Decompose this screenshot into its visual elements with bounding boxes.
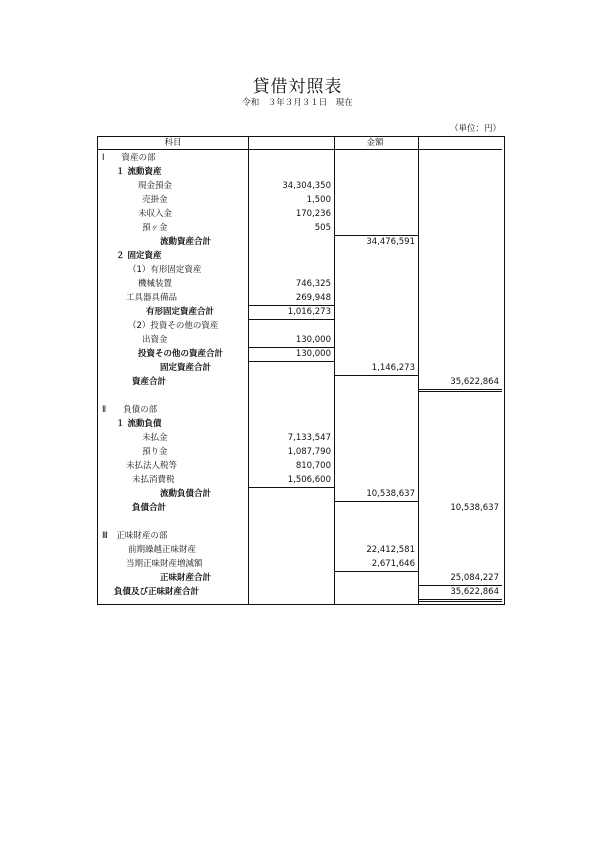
- amount-c1: 1,016,273: [287, 307, 331, 317]
- amount-c3: [418, 277, 499, 291]
- amount-c2: [334, 263, 415, 277]
- amount-c1: [248, 501, 331, 515]
- amount-c3: [418, 151, 499, 165]
- amount-c1: 130,000: [295, 349, 331, 359]
- amount-c2: [334, 319, 415, 333]
- amount-c2: [334, 473, 415, 487]
- amount-c3: [418, 445, 499, 459]
- amount-c3: [418, 249, 499, 263]
- header-amount: 金額: [366, 138, 384, 148]
- amount-c3: [418, 319, 499, 333]
- row-label: 出資金: [142, 335, 168, 345]
- amount-c2: [334, 277, 415, 291]
- row-label: 負債合計: [132, 503, 167, 513]
- amount-c1: 130,000: [295, 335, 331, 345]
- document-title: 貸借対照表: [252, 77, 343, 97]
- amount-c2: [334, 165, 415, 179]
- amount-c2: [334, 431, 415, 445]
- amount-c3: [418, 473, 499, 487]
- amount-c1: [248, 151, 331, 165]
- amount-c2: [334, 571, 415, 585]
- amount-c1: 7,133,547: [287, 433, 331, 443]
- amount-c3: [418, 417, 499, 431]
- amount-c3: [418, 459, 499, 473]
- amount-c3: [418, 487, 499, 501]
- amount-c1: 1,500: [306, 195, 331, 205]
- row-label: 前期繰越正味財産: [128, 545, 197, 555]
- amount-c2: [334, 515, 415, 529]
- amount-c1: [248, 417, 331, 431]
- amount-c2: 34,476,591: [366, 237, 415, 247]
- amount-c1: [248, 403, 331, 417]
- header-subject: 科目: [164, 138, 182, 148]
- amount-c3: [418, 333, 499, 347]
- row-label: Ⅰ 資産の部: [102, 153, 156, 163]
- row-label: 負債及び正味財産合計: [114, 587, 200, 597]
- amount-c3: [418, 515, 499, 529]
- row-label: 預り金: [142, 447, 168, 457]
- row-label: Ⅱ 負債の部: [102, 405, 158, 415]
- amount-c2: [334, 333, 415, 347]
- amount-c1: [248, 263, 331, 277]
- amount-c2: [334, 221, 415, 235]
- amount-c1: [248, 375, 331, 389]
- unit-label: （単位：円）: [449, 124, 501, 134]
- amount-c3: [418, 235, 499, 249]
- amount-c2: [334, 207, 415, 221]
- row-label: 預ヶ金: [142, 223, 168, 233]
- amount-c1: [248, 529, 331, 543]
- amount-c3: [418, 179, 499, 193]
- header-divider: [98, 149, 502, 150]
- amount-c1: 810,700: [295, 461, 331, 471]
- amount-c1: [248, 543, 331, 557]
- amount-c2: [334, 179, 415, 193]
- amount-c1: [248, 389, 331, 403]
- row-label: （1）有形固定資産: [128, 265, 202, 275]
- amount-c1: 1,506,600: [287, 475, 331, 485]
- amount-c2: [334, 193, 415, 207]
- amount-c1: [248, 487, 331, 501]
- total-rule: [418, 601, 502, 602]
- amount-c3: [418, 347, 499, 361]
- amount-c1: [248, 319, 331, 333]
- balance-sheet-table: [97, 136, 505, 605]
- amount-c2: [334, 417, 415, 431]
- amount-c1: 746,325: [295, 279, 331, 289]
- amount-c3: [418, 221, 499, 235]
- amount-c2: [334, 305, 415, 319]
- row-label: ２ 固定資産: [116, 251, 162, 261]
- amount-c3: 35,622,864: [450, 587, 499, 597]
- amount-c3: [418, 557, 499, 571]
- row-label: 未払金: [142, 433, 168, 443]
- row-label: 売掛金: [142, 195, 168, 205]
- amount-c3: [418, 165, 499, 179]
- amount-c3: [418, 193, 499, 207]
- amount-c3: [418, 403, 499, 417]
- amount-c1: 34,304,350: [282, 181, 331, 191]
- amount-c2: [334, 585, 415, 599]
- row-label: １ 流動負債: [116, 419, 162, 429]
- amount-c1: [248, 515, 331, 529]
- amount-c3: [418, 529, 499, 543]
- amount-c2: 1,146,273: [371, 363, 415, 373]
- row-label: 流動負債合計: [160, 489, 212, 499]
- amount-c3: [418, 291, 499, 305]
- row-label: 当期正味財産増減額: [126, 559, 203, 569]
- amount-c3: [418, 207, 499, 221]
- amount-c2: [334, 459, 415, 473]
- amount-c3: [418, 305, 499, 319]
- row-label: （2）投資その他の資産: [128, 321, 219, 331]
- amount-c1: 1,087,790: [287, 447, 331, 457]
- row-label: 流動資産合計: [160, 237, 212, 247]
- amount-c1: [248, 361, 331, 375]
- amount-c3: [418, 263, 499, 277]
- amount-c3: [418, 389, 499, 403]
- amount-c3: 10,538,637: [450, 503, 499, 513]
- row-label: 未払法人税等: [126, 461, 178, 471]
- row-label: 未払消費税: [132, 475, 175, 485]
- amount-c2: [334, 403, 415, 417]
- amount-c1: 269,948: [295, 293, 331, 303]
- amount-c3: [418, 361, 499, 375]
- amount-c2: [334, 347, 415, 361]
- amount-c3: 35,622,864: [450, 377, 499, 387]
- amount-c3: 25,084,227: [450, 573, 499, 583]
- amount-c1: 505: [314, 223, 331, 233]
- amount-c2: [334, 389, 415, 403]
- amount-c1: [248, 249, 331, 263]
- amount-c1: [248, 165, 331, 179]
- amount-c3: [418, 543, 499, 557]
- amount-c2: [334, 291, 415, 305]
- amount-c3: [418, 431, 499, 445]
- amount-c2: 2,671,646: [371, 559, 415, 569]
- amount-c2: [334, 529, 415, 543]
- amount-c1: 170,236: [295, 209, 331, 219]
- row-label: 工具器具備品: [126, 293, 178, 303]
- total-rule: [418, 599, 502, 600]
- amount-c2: [334, 445, 415, 459]
- row-label: 有形固定資産合計: [146, 307, 215, 317]
- row-label: 固定資産合計: [160, 363, 212, 373]
- amount-c2: [334, 151, 415, 165]
- amount-c2: [334, 501, 415, 515]
- amount-c1: [248, 235, 331, 249]
- row-label: Ⅲ 正味財産の部: [102, 531, 168, 541]
- amount-c2: [334, 249, 415, 263]
- row-label: 投資その他の資産合計: [138, 349, 224, 359]
- amount-c2: 10,538,637: [366, 489, 415, 499]
- amount-c2: 22,412,581: [366, 545, 415, 555]
- row-label: １ 流動資産: [116, 167, 162, 177]
- row-label: 未収入金: [138, 209, 173, 219]
- date-line: 令和 ３年３月３１日 現在: [242, 98, 353, 108]
- row-label: 正味財産合計: [160, 573, 212, 583]
- row-label: 資産合計: [132, 377, 167, 387]
- row-label: 機械装置: [138, 279, 173, 289]
- row-label: 現金預金: [138, 181, 173, 191]
- amount-c1: [248, 585, 331, 599]
- amount-c2: [334, 375, 415, 389]
- amount-c1: [248, 571, 331, 585]
- amount-c1: [248, 557, 331, 571]
